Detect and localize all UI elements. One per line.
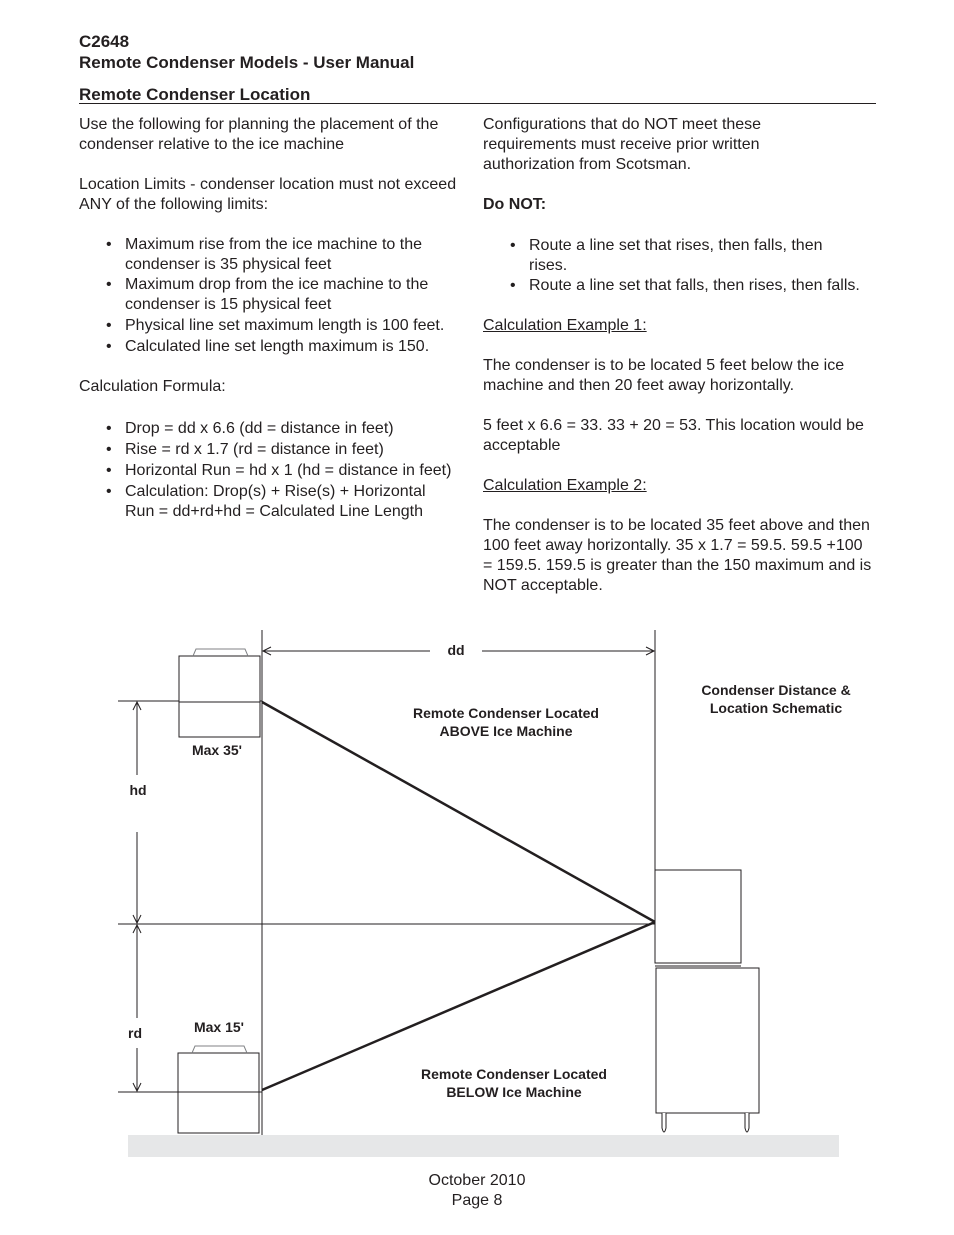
below-label-line2: BELOW Ice Machine: [446, 1084, 582, 1100]
do-not-item: • Route a line set that falls, then rises, then falls.: [510, 277, 860, 294]
schematic-title: [676, 681, 876, 717]
condenser-above: [179, 649, 260, 737]
formula-item: • Drop = dd x 6.6 (dd = distance in feet): [106, 420, 394, 437]
example1-heading: Calculation Example 1:: [483, 317, 647, 334]
limit-item: • Maximum drop from the ice machine to the condenser is 15 physical feet: [106, 276, 429, 313]
footer-date: October 2010: [428, 1172, 526, 1189]
footer-page: Page 8: [451, 1192, 503, 1209]
example1-calc: 5 feet x 6.6 = 33. 33 + 20 = 53. This location would be acceptable: [483, 417, 864, 454]
above-label: [376, 704, 636, 740]
formula-item: • Horizontal Run = hd x 1 (hd = distance in feet): [106, 462, 452, 479]
dd-label: dd: [447, 642, 465, 658]
below-label: [384, 1065, 644, 1101]
formula-item: • Rise = rd x 1.7 (rd = distance in feet): [106, 441, 384, 458]
ice-bin: [656, 968, 759, 1132]
doc-code: C2648: [79, 32, 130, 51]
doc-title: Remote Condenser Models - User Manual: [79, 53, 415, 72]
formula-heading: Calculation Formula:: [79, 378, 226, 395]
limit-item: • Calculated line set length maximum is 150.: [106, 338, 430, 355]
max-15-label: Max 15': [193, 1019, 245, 1035]
hd-label: hd: [129, 782, 147, 798]
limit-item: • Maximum rise from the ice machine to the condenser is 35 physical feet: [106, 236, 422, 273]
schematic-title-line2: Location Schematic: [709, 700, 843, 716]
below-label-line1: Remote Condenser Located: [421, 1066, 607, 1082]
example1-text: The condenser is to be located 5 feet below the ice machine and then 20 feet away horizontally.: [483, 357, 845, 394]
hd-dimension-arrow: [133, 702, 141, 923]
formula-item: • Calculation: Drop(s) + Rise(s) + Horizontal Run = dd+rd+hd = Calculated Line Length: [106, 483, 426, 520]
limit-item: • Physical line set maximum length is 100 feet.: [106, 317, 445, 334]
floor: [128, 1135, 839, 1157]
config-note: Configurations that do NOT meet these requirements must receive prior written authorization from Scotsman.: [483, 116, 762, 173]
do-not-heading: Do NOT:: [483, 196, 547, 213]
rd-label: rd: [128, 1025, 142, 1041]
limits-intro: Location Limits - condenser location must not exceed ANY of the following limits:: [79, 176, 457, 213]
rd-dimension-arrow: [133, 925, 141, 1091]
ice-machine: [655, 870, 741, 966]
intro-text: Use the following for planning the placement of the condenser relative to the ice machine: [79, 116, 439, 153]
above-label-line1: Remote Condenser Located: [413, 705, 599, 721]
section-title: Remote Condenser Location: [79, 85, 311, 104]
condenser-below: [178, 1046, 259, 1133]
do-not-item: • Route a line set that rises, then falls, then rises.: [510, 237, 823, 274]
max-35-label: Max 35': [191, 742, 243, 758]
example2-text: The condenser is to be located 35 feet above and then 100 feet away horizontally. 35 x 1.7 = 59.5. 59.5 +100 = 159.5. 159.5 is greater than the 150 maximum and is NOT acceptable.: [483, 517, 872, 594]
above-label-line2: ABOVE Ice Machine: [439, 723, 573, 739]
schematic-title-line1: Condenser Distance &: [701, 682, 851, 698]
example2-heading: Calculation Example 2:: [483, 477, 647, 494]
